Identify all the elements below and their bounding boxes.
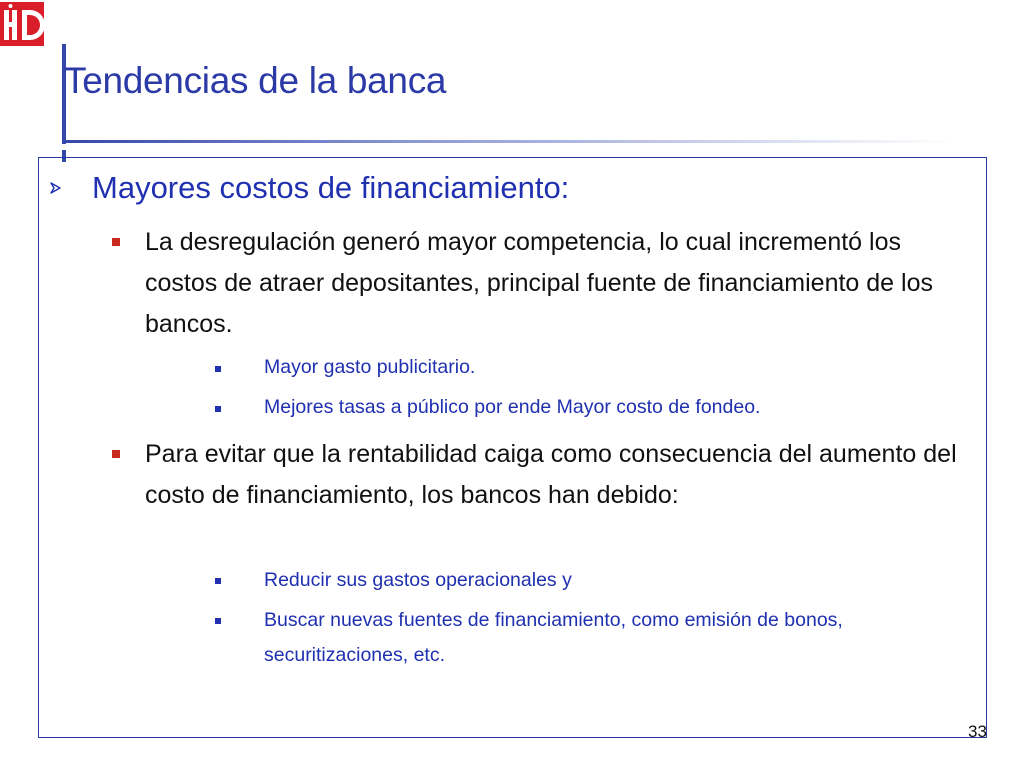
arrow-bullet-icon [48, 180, 64, 196]
page-number: 33 [968, 722, 987, 741]
bullet-point-1: La desregulación generó mayor competencia, lo cual incrementó los costos de atraer depositantes, principal fuente de financiamiento de los bancos. [145, 228, 933, 338]
square-bullet-icon [112, 238, 120, 246]
bullet-point-2: Para evitar que la rentabilidad caiga como consecuencia del aumento del costo de financiamiento, los bancos han debido: [145, 440, 957, 509]
institution-logo-icon [0, 2, 44, 46]
small-square-bullet-icon [215, 578, 221, 584]
small-square-bullet-icon [215, 618, 221, 624]
sub-bullet-1-1: Mayor gasto publicitario. [264, 356, 476, 378]
sub-bullet-1-2: Mejores tasas a público por ende Mayor costo de fondeo. [264, 396, 761, 418]
sub-bullet-2-1: Reducir sus gastos operacionales y [264, 569, 572, 591]
section-heading: Mayores costos de financiamiento: [92, 170, 570, 205]
small-square-bullet-icon [215, 366, 221, 372]
sub-bullet-2-2: Buscar nuevas fuentes de financiamiento, como emisión de bonos, securitizaciones, etc. [264, 609, 843, 666]
slide-title: Tendencias de la banca [64, 60, 447, 101]
title-underline [62, 140, 952, 143]
small-square-bullet-icon [215, 406, 221, 412]
square-bullet-icon [112, 450, 120, 458]
